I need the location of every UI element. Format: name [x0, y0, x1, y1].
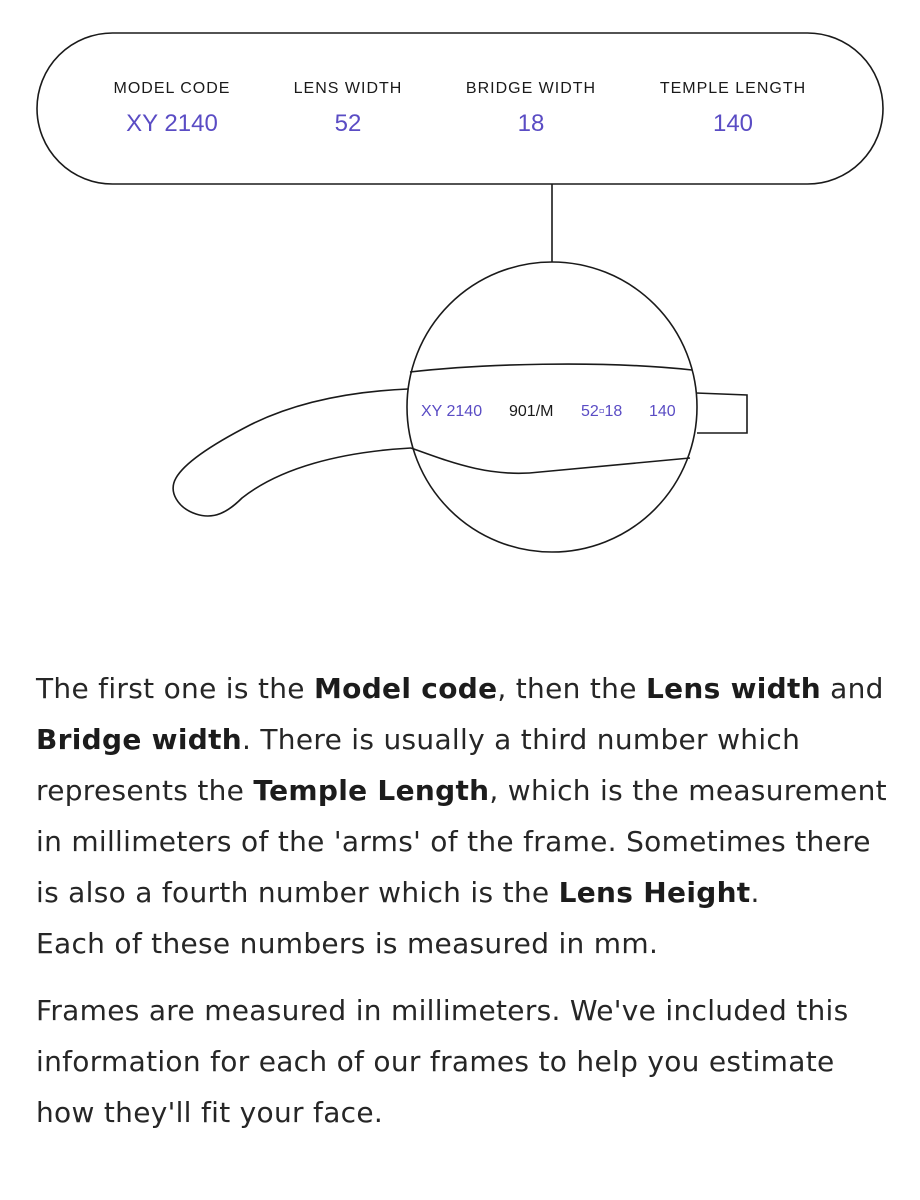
temple-imprint-temple-length: 140 — [649, 403, 676, 420]
spec-value-bridge-width: 18 — [517, 110, 545, 137]
spec-label-temple-length: TEMPLE LENGTH — [659, 80, 807, 97]
text-span: and — [820, 672, 884, 705]
text-span: , which is the measurement in millimeters of the 'arms' of the frame. Sometimes there is also a fourth number which is the — [36, 774, 887, 909]
text-span: The first one is the — [36, 672, 315, 705]
temple-imprint-color-code: 901/M — [509, 403, 554, 420]
temple-imprint-model: XY 2140 — [421, 403, 483, 420]
text-span: . — [750, 876, 760, 909]
temple-imprint-size: 52▫18 — [581, 403, 623, 420]
term-lens-width: Lens width — [645, 672, 821, 705]
term-temple-length: Temple Length — [253, 774, 490, 807]
spec-label-bridge-width: BRIDGE WIDTH — [465, 80, 597, 97]
fit-info-paragraph: Frames are measured in millimeters. We've included this information for each of our frames to help you estimate how they'll fit your face. — [36, 994, 849, 1129]
explanation-paragraph — [36, 663, 896, 918]
spec-value-lens-width: 52 — [334, 110, 362, 137]
term-model-code: Model code — [314, 672, 498, 705]
hinge-stub — [696, 393, 747, 433]
explanation-text — [36, 663, 896, 1138]
text-span: , then the — [497, 672, 646, 705]
text-span: . There is usually a third number which represents the — [36, 723, 801, 807]
spec-callout-outline — [37, 33, 883, 184]
units-note-paragraph: Each of these numbers is measured in mm. — [36, 927, 659, 960]
term-bridge-width: Bridge width — [36, 723, 242, 756]
spec-label-lens-width: LENS WIDTH — [293, 80, 403, 97]
term-lens-height: Lens Height — [558, 876, 751, 909]
spec-value-temple-length: 140 — [712, 110, 754, 137]
temple-arm-tip — [173, 389, 411, 516]
spec-label-model-code: MODEL CODE — [113, 80, 231, 97]
spec-value-model-code: XY 2140 — [126, 110, 218, 137]
